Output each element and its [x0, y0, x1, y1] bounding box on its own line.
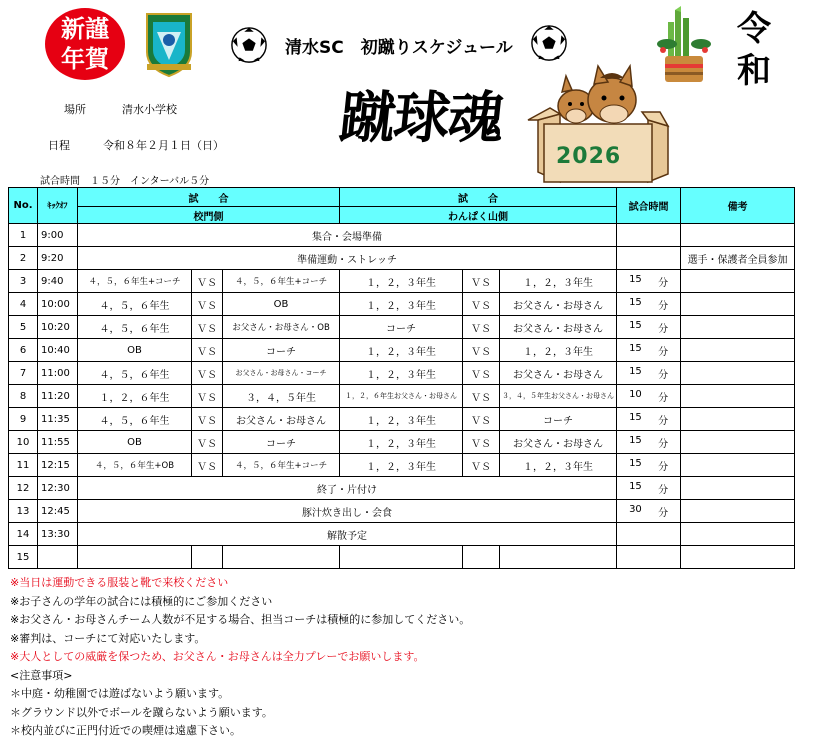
row-time: 9:00	[38, 224, 78, 247]
minutes-value: 15	[629, 365, 642, 377]
row-remarks	[681, 431, 795, 454]
vs-b: ＶＳ	[463, 362, 500, 385]
minutes-value: 15	[629, 457, 642, 469]
badge-line-1: 新謹	[61, 14, 109, 43]
note-line: ※お父さん・お母さんチーム人数が不足する場合、担当コーチは積極的に参加してください。	[10, 613, 471, 626]
row-remarks	[681, 316, 795, 339]
minutes-unit: 分	[658, 277, 669, 289]
team-a2: お父さん・お母さん	[223, 408, 340, 431]
row-no: 1	[9, 224, 38, 247]
minutes-value: 10	[629, 388, 642, 400]
team-b2	[500, 546, 617, 569]
note-line: ※お子さんの学年の試合には積極的にご参加ください	[10, 594, 273, 608]
row-remarks	[681, 293, 795, 316]
caution-line: ＊中庭・幼稚園では遊ばないよう願います。	[10, 687, 230, 700]
side-a-header: 校門側	[78, 207, 340, 224]
note-line: ※当日は運動できる服装と靴で来校ください	[10, 576, 229, 589]
row-remarks	[681, 546, 795, 569]
row-remarks: 選手・保護者全員参加	[681, 247, 795, 270]
row-time: 10:20	[38, 316, 78, 339]
vs-a: ＶＳ	[192, 339, 223, 362]
reiwa-era-text	[732, 8, 776, 92]
vs-a: ＶＳ	[192, 362, 223, 385]
team-a1: ４，５，６年生+コーチ	[78, 270, 192, 293]
row-no: 9	[9, 408, 38, 431]
row-event: 終了・片付け	[78, 477, 617, 500]
minutes-value: 15	[629, 480, 642, 492]
vs-a: ＶＳ	[192, 431, 223, 454]
team-a1: ４，５，６年生+OB	[78, 454, 192, 477]
row-event: 解散予定	[78, 523, 617, 546]
row-remarks	[681, 339, 795, 362]
row-minutes	[617, 477, 681, 500]
team-a1: ４，５，６年生	[78, 408, 192, 431]
row-minutes	[617, 339, 681, 362]
row-no: 12	[9, 477, 38, 500]
minutes-value: 15	[629, 434, 642, 446]
row-no: 3	[9, 270, 38, 293]
team-a2: お父さん・お母さん・OB	[223, 316, 340, 339]
team-a1: ４，５，６年生	[78, 362, 192, 385]
soccer-ball-icon-left	[230, 26, 268, 64]
vs-b: ＶＳ	[463, 408, 500, 431]
table-row	[9, 247, 795, 270]
minutes-unit: 分	[658, 461, 669, 473]
team-b1: １，２，３年生	[340, 362, 463, 385]
team-a2: ４，５，６年生+コーチ	[223, 270, 340, 293]
schedule-table	[8, 187, 795, 569]
caution-line: ＊校内並びに正門付近での喫煙は遠慮下さい。	[10, 724, 241, 737]
badge-line-2: 年賀	[61, 44, 109, 73]
minutes-value: 30	[629, 503, 642, 515]
row-no: 2	[9, 247, 38, 270]
row-time: 11:55	[38, 431, 78, 454]
row-minutes	[617, 546, 681, 569]
team-b2: ３，４，５年生お父さん・お母さん	[500, 385, 617, 408]
table-row	[9, 454, 795, 477]
team-b2: コーチ	[500, 408, 617, 431]
caution-heading: <注意事項>	[10, 668, 73, 682]
vs-b: ＶＳ	[463, 385, 500, 408]
row-no: 6	[9, 339, 38, 362]
row-minutes	[617, 385, 681, 408]
row-remarks	[681, 362, 795, 385]
team-b1: １，２，３年生	[340, 339, 463, 362]
minutes-unit: 分	[658, 438, 669, 450]
minutes-unit: 分	[658, 300, 669, 312]
minutes-unit: 分	[658, 369, 669, 381]
team-b1: １，２，３年生	[340, 293, 463, 316]
brush-calligraphy-title: 蹴球魂	[336, 85, 506, 151]
col-header-match-b: 試 合	[340, 188, 617, 207]
minutes-unit: 分	[658, 323, 669, 335]
team-a2: OB	[223, 293, 340, 316]
row-time: 10:00	[38, 293, 78, 316]
team-a2: お父さん・お母さん・コーチ	[223, 362, 340, 385]
team-b2: お父さん・お母さん	[500, 293, 617, 316]
row-time: 11:20	[38, 385, 78, 408]
row-event: 準備運動・ストレッチ	[78, 247, 617, 270]
team-b1	[340, 546, 463, 569]
side-b-header: わんぱく山側	[340, 207, 617, 224]
team-b2: お父さん・お母さん	[500, 431, 617, 454]
col-header-no: No.	[9, 188, 38, 224]
team-b2: １，２，３年生	[500, 339, 617, 362]
table-row	[9, 339, 795, 362]
minutes-value: 15	[629, 342, 642, 354]
row-time: 12:30	[38, 477, 78, 500]
row-time: 10:40	[38, 339, 78, 362]
row-event: 集合・会場準備	[78, 224, 617, 247]
reiwa-char-2: 和	[737, 51, 771, 91]
row-remarks	[681, 523, 795, 546]
col-header-match-a: 試 合	[78, 188, 340, 207]
table-row	[9, 546, 795, 569]
team-b1: コーチ	[340, 316, 463, 339]
row-minutes	[617, 247, 681, 270]
table-row	[9, 224, 795, 247]
vs-b: ＶＳ	[463, 431, 500, 454]
team-b1: １，２，３年生	[340, 454, 463, 477]
row-no: 14	[9, 523, 38, 546]
place-value: 清水小学校	[122, 103, 177, 116]
row-no: 5	[9, 316, 38, 339]
row-minutes	[617, 270, 681, 293]
row-minutes	[617, 362, 681, 385]
row-time: 11:35	[38, 408, 78, 431]
team-a2: ４，５，６年生+コーチ	[223, 454, 340, 477]
vs-a: ＶＳ	[192, 385, 223, 408]
col-header-remarks: 備考	[681, 188, 795, 224]
minutes-unit: 分	[658, 392, 669, 404]
team-a1: １，２，６年生	[78, 385, 192, 408]
row-time: 9:40	[38, 270, 78, 293]
minutes-value: 15	[629, 273, 642, 285]
team-b2: お父さん・お母さん	[500, 316, 617, 339]
table-row	[9, 293, 795, 316]
team-b1: １，２，６年生お父さん・お母さん	[340, 385, 463, 408]
team-a1: ４，５，６年生	[78, 316, 192, 339]
vs-a: ＶＳ	[192, 454, 223, 477]
table-row	[9, 385, 795, 408]
col-header-time: 試合時間	[617, 188, 681, 224]
team-a1: ４，５，６年生	[78, 293, 192, 316]
row-no: 13	[9, 500, 38, 523]
minutes-value: 15	[629, 411, 642, 423]
row-event: 豚汁炊き出し・会食	[78, 500, 617, 523]
row-time: 9:20	[38, 247, 78, 270]
place-label: 場所	[64, 103, 86, 116]
vs-b: ＶＳ	[463, 454, 500, 477]
vs-b	[463, 546, 500, 569]
soccer-ball-icon-right	[530, 24, 568, 62]
date-value: 令和８年２月１日（日）	[103, 139, 224, 152]
team-b2: １，２，３年生	[500, 270, 617, 293]
row-minutes	[617, 523, 681, 546]
vs-b: ＶＳ	[463, 339, 500, 362]
team-a2: ３，４，５年生	[223, 385, 340, 408]
team-a1	[78, 546, 192, 569]
row-remarks	[681, 408, 795, 431]
row-time	[38, 546, 78, 569]
table-row	[9, 477, 795, 500]
vs-a: ＶＳ	[192, 270, 223, 293]
team-a1: OB	[78, 339, 192, 362]
row-time: 13:30	[38, 523, 78, 546]
row-no: 8	[9, 385, 38, 408]
row-no: 11	[9, 454, 38, 477]
reiwa-char-1: 令	[737, 9, 771, 49]
row-minutes	[617, 454, 681, 477]
team-a1: OB	[78, 431, 192, 454]
row-remarks	[681, 224, 795, 247]
club-crest-logo	[143, 8, 195, 78]
row-remarks	[681, 454, 795, 477]
team-a2: コーチ	[223, 431, 340, 454]
vs-a	[192, 546, 223, 569]
row-minutes	[617, 431, 681, 454]
row-remarks	[681, 500, 795, 523]
page-title: 清水SC 初蹴りスケジュール	[285, 38, 513, 58]
table-row	[9, 431, 795, 454]
row-minutes	[617, 500, 681, 523]
vs-a: ＶＳ	[192, 316, 223, 339]
row-minutes	[617, 293, 681, 316]
table-row	[9, 500, 795, 523]
team-b2: １，２，３年生	[500, 454, 617, 477]
vs-a: ＶＳ	[192, 408, 223, 431]
minutes-unit: 分	[658, 346, 669, 358]
note-line: ※大人としての威厳を保つため、お父さん・お母さんは全力プレーでお願いします。	[10, 650, 425, 663]
row-minutes	[617, 408, 681, 431]
row-time: 12:15	[38, 454, 78, 477]
team-b1: １，２，３年生	[340, 408, 463, 431]
minutes-unit: 分	[658, 484, 669, 496]
new-year-badge	[45, 8, 125, 80]
year-label: 2026	[556, 144, 622, 169]
row-time: 12:45	[38, 500, 78, 523]
table-row	[9, 316, 795, 339]
note-line: ※審判は、コーチにて対応いたします。	[10, 631, 206, 645]
team-a2	[223, 546, 340, 569]
row-no: 7	[9, 362, 38, 385]
minutes-unit: 分	[658, 415, 669, 427]
vs-a: ＶＳ	[192, 293, 223, 316]
team-a2: コーチ	[223, 339, 340, 362]
col-header-kickoff: ｷｯｸｵﾌ	[38, 188, 78, 224]
row-no: 15	[9, 546, 38, 569]
vs-b: ＶＳ	[463, 293, 500, 316]
team-b1: １，２，３年生	[340, 431, 463, 454]
minutes-value: 15	[629, 296, 642, 308]
team-b1: １，２，３年生	[340, 270, 463, 293]
minutes-unit: 分	[658, 507, 669, 519]
table-row	[9, 362, 795, 385]
minutes-value: 15	[629, 319, 642, 331]
row-remarks	[681, 385, 795, 408]
row-minutes	[617, 224, 681, 247]
caution-line: ＊グラウンド以外でボールを蹴らないよう願います。	[10, 705, 273, 719]
vs-b: ＶＳ	[463, 270, 500, 293]
row-minutes	[617, 316, 681, 339]
match-time-info: 試合時間 １５分 インターバル５分	[40, 176, 210, 187]
row-no: 4	[9, 293, 38, 316]
row-time: 11:00	[38, 362, 78, 385]
table-row	[9, 408, 795, 431]
team-b2: お父さん・お母さん	[500, 362, 617, 385]
date-label: 日程	[48, 139, 70, 152]
vs-b: ＶＳ	[463, 316, 500, 339]
row-remarks	[681, 477, 795, 500]
row-no: 10	[9, 431, 38, 454]
table-row	[9, 523, 795, 546]
notes-section	[10, 574, 470, 741]
row-remarks	[681, 270, 795, 293]
table-row	[9, 270, 795, 293]
